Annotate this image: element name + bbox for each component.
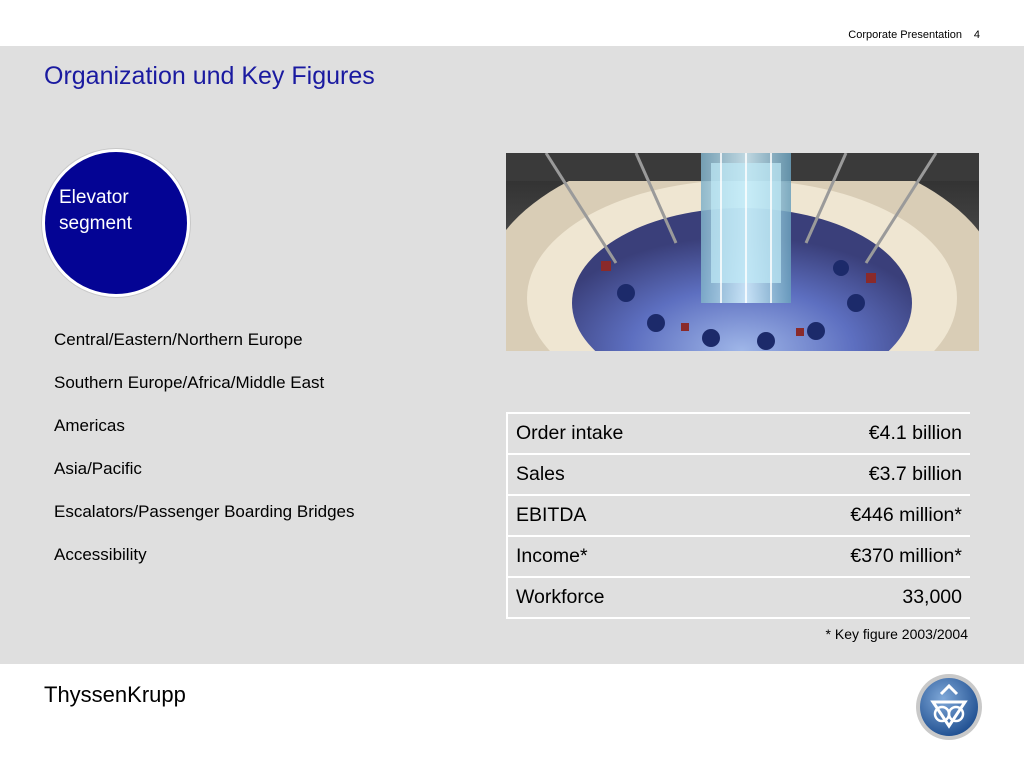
figure-value: €370 million* (735, 536, 970, 577)
table-row (507, 536, 970, 577)
presentation-label: Corporate Presentation (848, 29, 962, 41)
header-bar (0, 0, 1024, 46)
elevator-segment-circle (42, 149, 190, 297)
segment-circle-line1: Elevator (59, 187, 129, 208)
segment-item: Escalators/Passenger Boarding Bridges (54, 502, 355, 521)
segment-list (54, 328, 364, 586)
segment-circle-text (59, 185, 169, 237)
figure-value: €4.1 billion (735, 413, 970, 454)
figure-label: Income* (507, 536, 735, 577)
segment-item: Accessibility (54, 545, 147, 564)
page-number: 4 (973, 29, 980, 41)
slide-content (0, 46, 1024, 664)
page-title: Organization und Key Figures (44, 62, 375, 90)
brand-name: ThyssenKrupp (44, 682, 186, 707)
segment-item: Americas (54, 416, 125, 435)
figure-label: EBITDA (507, 495, 735, 536)
key-figures-table (506, 412, 970, 619)
figure-value: €3.7 billion (735, 454, 970, 495)
segment-item: Southern Europe/Africa/Middle East (54, 373, 325, 392)
figure-label: Sales (507, 454, 735, 495)
figure-label: Workforce (507, 577, 735, 618)
segment-item: Central/Eastern/Northern Europe (54, 330, 303, 349)
footnote: * Key figure 2003/2004 (825, 626, 968, 642)
elevator-atrium-photo (506, 153, 979, 351)
figure-label: Order intake (507, 413, 735, 454)
figure-value: 33,000 (735, 577, 970, 618)
table-row (507, 495, 970, 536)
segment-item: Asia/Pacific (54, 459, 142, 478)
table-row (507, 577, 970, 618)
table-row (507, 454, 970, 495)
thyssenkrupp-logo-icon (914, 672, 984, 742)
figure-value: €446 million* (735, 495, 970, 536)
table-row (507, 413, 970, 454)
segment-circle-line2: segment (59, 213, 132, 234)
